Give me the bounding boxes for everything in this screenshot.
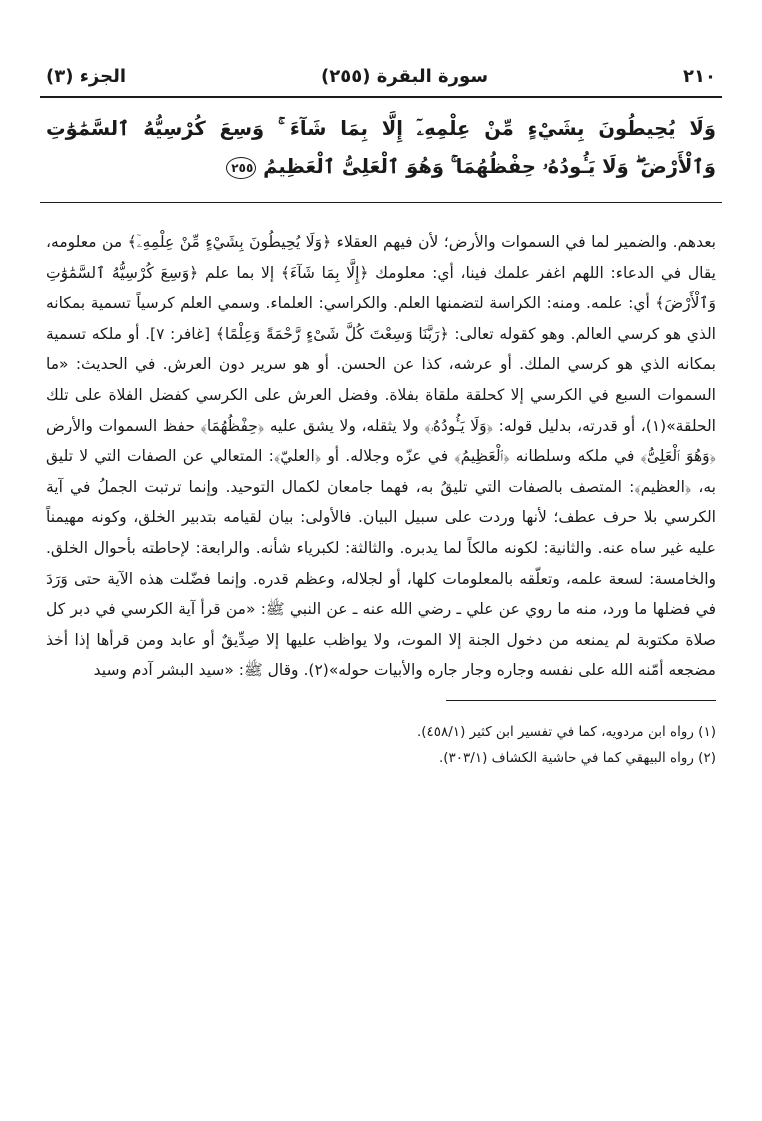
verse-text: وَلَا يُحِيطُونَ بِشَيْءٍ مِّنْ عِلْمِهِۦٓ إِلَّا بِمَا شَآءَ ۚ وَسِعَ كُرْسِيُّهُ ٱلسَّمَٰوَٰتِ وَٱلْأَرْضَ ۖ وَلَا يَـُٔودُهُۥ حِفْظُهُمَا ۚ وَهُوَ ٱلْعَلِىُّ ٱلْعَظِيمُ (46, 117, 716, 178)
quran-verse (40, 110, 722, 186)
page-number: ٢١٠ (683, 65, 716, 87)
verse-divider (40, 202, 722, 203)
footnote-2: (٢) رواه البيهقي كما في حاشية الكشاف (٣٠٣/١). (438, 749, 716, 766)
commentary-text (40, 227, 722, 686)
juz-label: الجزء (٣) (46, 65, 127, 87)
header-divider (40, 96, 722, 98)
book-page (40, 60, 722, 771)
ayah-number-marker (226, 157, 256, 179)
footnote-1: (١) رواه ابن مردويه، كما في تفسير ابن كثير (٤٥٨/١). (416, 723, 716, 740)
surah-title: سورة البقرة (٢٥٥) (321, 65, 489, 87)
footnote-divider (446, 700, 716, 701)
ayah-number: ٢٥٥ (231, 160, 254, 175)
page-header (40, 60, 722, 92)
footnotes (40, 719, 722, 771)
commentary-paragraph: بعدهم. والضمير لما في السموات والأرض؛ لأن فيهم العقلاء ﴿وَلَا يُحِيطُونَ بِشَيْءٍ مِّنْ عِلْمِهِۦٓ﴾ من معلومه، يقال في الدعاء: اللهم اغفر علمك فينا، أي: معلومك ﴿إِلَّا بِمَا شَآءَ﴾ إلا بما علم ﴿وَسِعَ كُرْسِيُّهُ ٱلسَّمَٰوَٰتِ وَٱلْأَرْضَ﴾ أي: علمه. ومنه: الكراسة لتضمنها العلم. والكراسي: العلماء. وسمي العلم كرسياً تسمية بمكانه الذي هو كرسي العالم. وهو كقوله تعالى: ﴿رَبَّنَا وَسِعْتَ كُلَّ شَىْءٍ رَّحْمَةً وَعِلْمًا﴾ [غافر: ٧]. أو ملكه تسمية بمكانه الذي هو كرسي الملك. أو عرشه، كذا عن الحسن. أو هو سرير دون العرش. في الحديث: «ما السموات السبع في الكرسي إلا كحلقة ملقاة بفلاة. وفضل العرش على الكرسي كفضل الفلاة على تلك الحلقة»(١)، أو قدرته، بدليل قوله: ﴿وَلَا يَـُٔودُهُۥ﴾ ولا يثقله، ولا يشق عليه ﴿حِفْظُهُمَا﴾ حفظ السموات والأرض ﴿وَهُوَ ٱلْعَلِىُّ﴾ في ملكه وسلطانه ﴿ٱلْعَظِيمُ﴾ في عزّه وجلاله. أو ﴿العليّ﴾: المتعالي عن الصفات التي لا تليق به، ﴿العظيم﴾: المتصف بالصفات التي تليقُ به، فهما جامعان لكمال التوحيد. وإنما ترتبت الجملُ في آية الكرسي بلا حرف عطف؛ لأنها وردت على سبيل البيان. فالأولى: بيان لقيامه بتدبير الخلق، وكونه مهيمناً عليه غير ساه عنه. والثانية: لكونه مالكاً لما يدبره. والثالثة: لكبرياء شأنه. والرابعة: لإحاطته بأحوال الخلق. والخامسة: لسعة علمه، وتعلّقه بالمعلومات كلها، أو لجلاله، وعظم قدره. وإنما فضّلت هذه الآية حتى وَرَدَ في فضلها ما ورد، منه ما روي عن علي ـ رضي الله عنه ـ عن النبي ﷺ: «من قرأ آية الكرسي في دبر كل صلاة مكتوبة لم يمنعه من دخول الجنة إلا الموت، ولا يواظب عليها إلا صِدِّيقٌ أو عابد ومن قرأها إذا أخذ مضجعه أمّنه الله على نفسه وجاره وجار جاره والأبيات حوله»(٢). وقال ﷺ: «سيد البشر آدم وسيد (46, 233, 716, 680)
